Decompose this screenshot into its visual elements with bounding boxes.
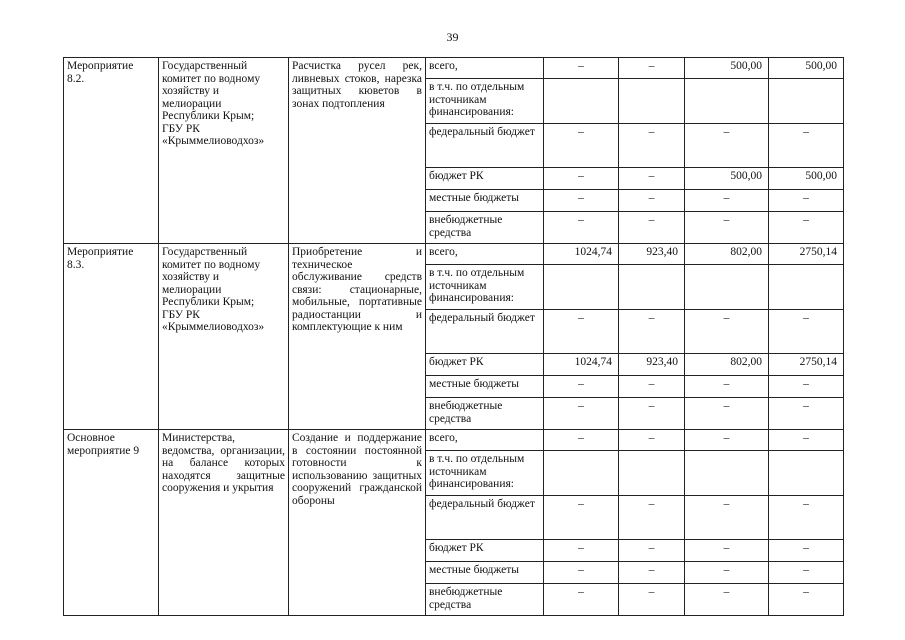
- amount-cell-4: –: [769, 212, 844, 244]
- amount-cell-4: 2750,14: [769, 244, 844, 265]
- amount-cell-1: –: [544, 584, 619, 616]
- funding-source-cell: внебюджетные средства: [426, 584, 544, 616]
- amount-cell-4: 2750,14: [769, 354, 844, 376]
- funding-source-cell: местные бюджеты: [426, 376, 544, 398]
- amount-cell-3: 500,00: [685, 168, 769, 190]
- amount-cell-3: –: [685, 430, 769, 451]
- amount-cell-2: [619, 451, 685, 496]
- amount-cell-1: –: [544, 430, 619, 451]
- table-row: [64, 430, 844, 451]
- amount-cell-2: –: [619, 398, 685, 430]
- funding-source-cell: всего,: [426, 430, 544, 451]
- funding-source-cell: местные бюджеты: [426, 562, 544, 584]
- amount-cell-4: –: [769, 584, 844, 616]
- funding-source-cell: бюджет РК: [426, 354, 544, 376]
- funding-source-cell: всего,: [426, 58, 544, 79]
- funding-source-cell: бюджет РК: [426, 540, 544, 562]
- amount-cell-4: –: [769, 540, 844, 562]
- measure-content-cell: Приобретение и техническое обслуживание средств связи: стационарные, мобильные, портативные радиостанции и комплектующие к ним: [289, 244, 426, 430]
- amount-cell-3: –: [685, 124, 769, 168]
- amount-cell-2: –: [619, 540, 685, 562]
- amount-cell-4: [769, 265, 844, 310]
- amount-cell-2: 923,40: [619, 354, 685, 376]
- funding-source-cell: внебюджетные средства: [426, 212, 544, 244]
- amount-cell-1: –: [544, 310, 619, 354]
- funding-source-cell: федеральный бюджет: [426, 124, 544, 168]
- amount-cell-3: 802,00: [685, 244, 769, 265]
- amount-cell-4: –: [769, 124, 844, 168]
- executor-cell: Государственный комитет по водному хозяйству и мелиорации Республики Крым; ГБУ РК «Крыммелиоводхоз»: [159, 58, 289, 244]
- measure-name-cell: Мероприятие 8.3.: [64, 244, 159, 430]
- amount-cell-3: –: [685, 540, 769, 562]
- executor-cell: Государственный комитет по водному хозяйству и мелиорации Республики Крым; ГБУ РК «Крыммелиоводхоз»: [159, 244, 289, 430]
- amount-cell-3: –: [685, 310, 769, 354]
- amount-cell-3: –: [685, 584, 769, 616]
- amount-cell-1: [544, 265, 619, 310]
- amount-cell-3: –: [685, 562, 769, 584]
- amount-cell-1: –: [544, 58, 619, 79]
- amount-cell-2: –: [619, 496, 685, 540]
- amount-cell-2: –: [619, 562, 685, 584]
- amount-cell-3: [685, 265, 769, 310]
- amount-cell-1: –: [544, 562, 619, 584]
- funding-source-cell: всего,: [426, 244, 544, 265]
- amount-cell-2: –: [619, 168, 685, 190]
- amount-cell-2: –: [619, 430, 685, 451]
- amount-cell-1: 1024,74: [544, 354, 619, 376]
- funding-source-cell: в т.ч. по отдельным источникам финансирования:: [426, 79, 544, 124]
- funding-source-cell: федеральный бюджет: [426, 310, 544, 354]
- measure-content-cell: Расчистка русел рек, ливневых стоков, нарезка защитных кюветов в зонах подтопления: [289, 58, 426, 244]
- amount-cell-1: –: [544, 124, 619, 168]
- amount-cell-4: 500,00: [769, 58, 844, 79]
- amount-cell-4: –: [769, 562, 844, 584]
- table-row: [64, 58, 844, 79]
- financing-table: [63, 57, 844, 616]
- amount-cell-4: –: [769, 398, 844, 430]
- amount-cell-1: [544, 451, 619, 496]
- amount-cell-4: –: [769, 376, 844, 398]
- amount-cell-1: –: [544, 376, 619, 398]
- amount-cell-2: –: [619, 212, 685, 244]
- amount-cell-2: –: [619, 584, 685, 616]
- amount-cell-4: –: [769, 496, 844, 540]
- amount-cell-4: –: [769, 430, 844, 451]
- measure-content-cell: Создание и поддержание в состоянии постоянной готовности к использованию защитных сооружений гражданской обороны: [289, 430, 426, 616]
- funding-source-cell: бюджет РК: [426, 168, 544, 190]
- amount-cell-3: 500,00: [685, 58, 769, 79]
- amount-cell-2: –: [619, 190, 685, 212]
- funding-source-cell: в т.ч. по отдельным источникам финансирования:: [426, 265, 544, 310]
- amount-cell-1: –: [544, 540, 619, 562]
- measure-name-cell: Основное мероприятие 9: [64, 430, 159, 616]
- amount-cell-1: [544, 79, 619, 124]
- amount-cell-2: –: [619, 58, 685, 79]
- funding-source-cell: внебюджетные средства: [426, 398, 544, 430]
- amount-cell-1: –: [544, 398, 619, 430]
- amount-cell-3: [685, 451, 769, 496]
- amount-cell-3: –: [685, 212, 769, 244]
- amount-cell-3: –: [685, 190, 769, 212]
- amount-cell-2: 923,40: [619, 244, 685, 265]
- amount-cell-4: 500,00: [769, 168, 844, 190]
- amount-cell-4: –: [769, 310, 844, 354]
- amount-cell-4: –: [769, 190, 844, 212]
- amount-cell-2: –: [619, 310, 685, 354]
- funding-source-cell: в т.ч. по отдельным источникам финансирования:: [426, 451, 544, 496]
- amount-cell-4: [769, 451, 844, 496]
- amount-cell-3: –: [685, 398, 769, 430]
- amount-cell-2: –: [619, 376, 685, 398]
- amount-cell-1: –: [544, 168, 619, 190]
- table-body: [64, 58, 844, 616]
- page-number: 39: [446, 30, 459, 44]
- amount-cell-2: –: [619, 124, 685, 168]
- funding-source-cell: местные бюджеты: [426, 190, 544, 212]
- funding-source-cell: федеральный бюджет: [426, 496, 544, 540]
- measure-name-cell: Мероприятие 8.2.: [64, 58, 159, 244]
- amount-cell-2: [619, 79, 685, 124]
- amount-cell-1: 1024,74: [544, 244, 619, 265]
- amount-cell-2: [619, 265, 685, 310]
- amount-cell-3: [685, 79, 769, 124]
- amount-cell-1: –: [544, 496, 619, 540]
- amount-cell-4: [769, 79, 844, 124]
- amount-cell-3: –: [685, 496, 769, 540]
- amount-cell-3: –: [685, 376, 769, 398]
- executor-cell: Министерства, ведомства, организации, на балансе которых находятся защитные сооружения и укрытия: [159, 430, 289, 616]
- amount-cell-1: –: [544, 212, 619, 244]
- amount-cell-3: 802,00: [685, 354, 769, 376]
- amount-cell-1: –: [544, 190, 619, 212]
- table-row: [64, 244, 844, 265]
